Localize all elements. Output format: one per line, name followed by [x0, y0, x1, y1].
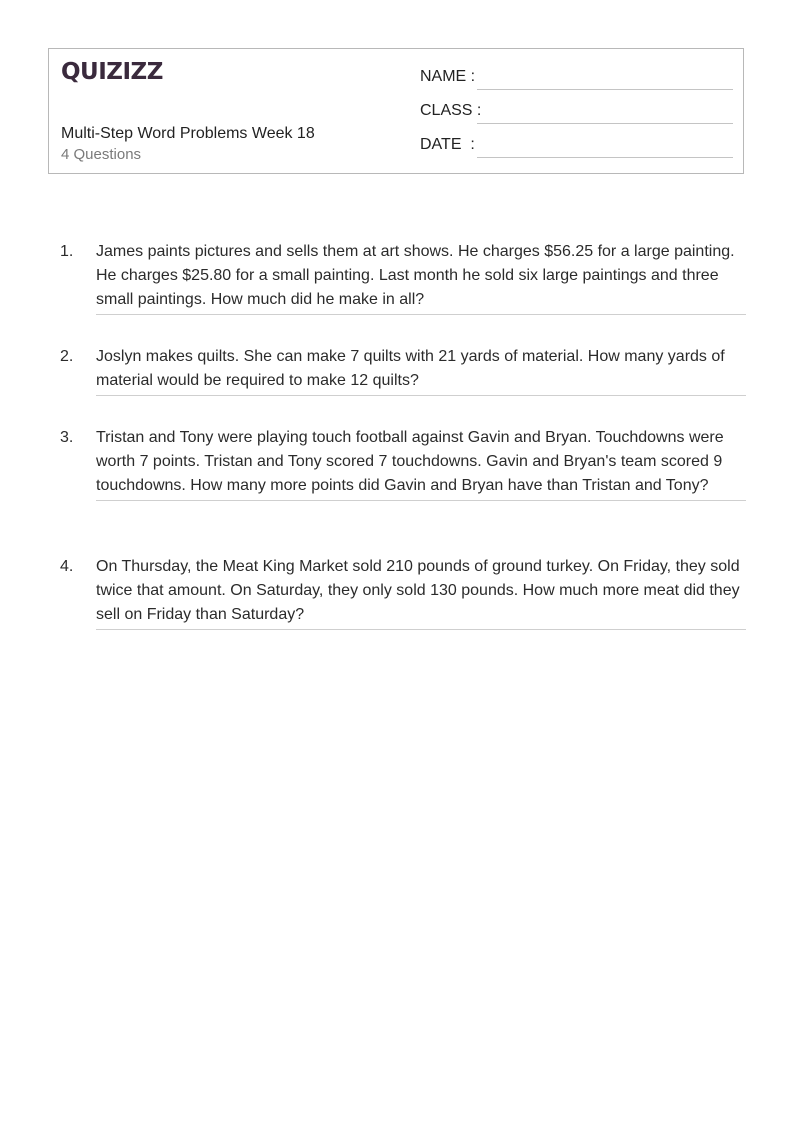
question-number: 3.	[60, 429, 74, 446]
class-label: CLASS :	[420, 102, 482, 119]
date-line[interactable]	[477, 157, 733, 158]
question-number: 4.	[60, 558, 74, 575]
question-text: Tristan and Tony were playing touch football against Gavin and Bryan. Touchdowns were worth 7 points. Tristan and Tony scored 7 touchdowns. Gavin and Bryan's team scored 9 touchdowns. How many more points did Gavin and Bryan have than Tristan and Tony?	[96, 426, 746, 501]
question-text: On Thursday, the Meat King Market sold 210 pounds of ground turkey. On Friday, they sold twice that amount. On Saturday, they only sold 130 pounds. How much more meat did they sell on Friday than Saturday?	[96, 555, 746, 630]
date-field	[420, 136, 733, 158]
name-label: NAME :	[420, 68, 476, 85]
class-line[interactable]	[477, 123, 733, 124]
question-text: James paints pictures and sells them at art shows. He charges $56.25 for a large painting. He charges $25.80 for a small painting. Last month he sold six large paintings and three small paintings. How much did he make in all?	[96, 240, 746, 315]
question-number: 2.	[60, 348, 74, 365]
date-label: DATE :	[420, 136, 475, 153]
question-text: Joslyn makes quilts. She can make 7 quilts with 21 yards of material. How many yards of material would be required to make 12 quilts?	[96, 345, 746, 396]
worksheet-title: Multi-Step Word Problems Week 18	[61, 125, 315, 142]
question-number: 1.	[60, 243, 74, 260]
quizizz-logo: QUIZIZZ	[61, 59, 163, 85]
name-line[interactable]	[477, 89, 733, 90]
name-field	[420, 68, 733, 90]
worksheet-header	[48, 48, 744, 174]
class-field	[420, 102, 733, 124]
question-count: 4 Questions	[61, 146, 142, 163]
